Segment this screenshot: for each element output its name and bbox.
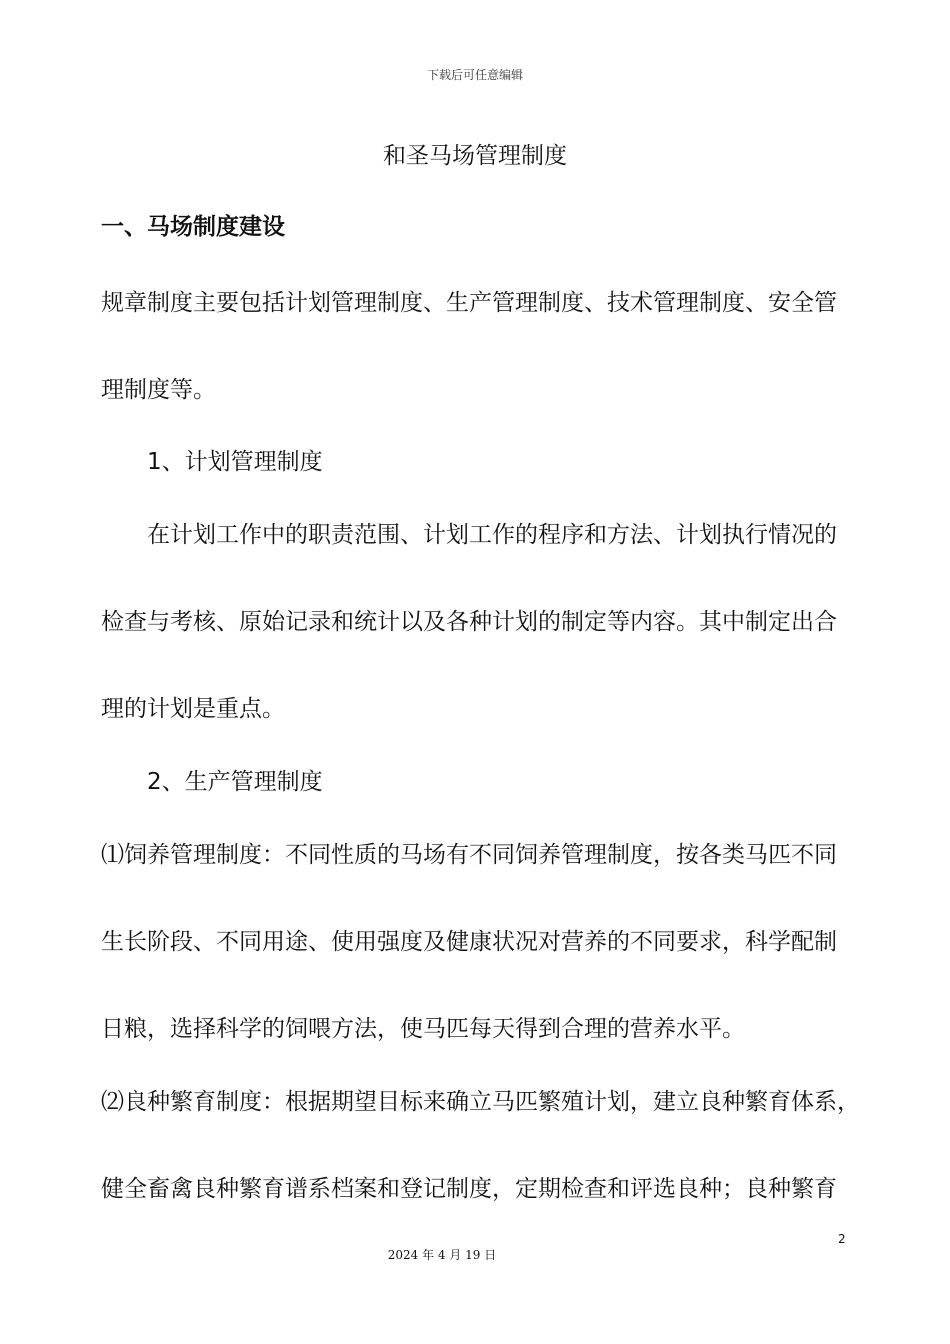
page-header: 下载后可任意编辑 [426,68,523,82]
paragraph-line: 生长阶段、不同用途、使用强度及健康状况对营养的不同要求，科学配制 [101,929,837,955]
page-number: 2 [838,1232,846,1246]
paragraph-line: ⑵良种繁育制度：根据期望目标来确立马匹繁殖计划，建立良种繁育体系， [101,1089,860,1115]
paragraph-line: 日粮，选择科学的饲喂方法，使马匹每天得到合理的营养水平。 [101,1016,745,1042]
document-title: 和圣马场管理制度 [383,143,567,169]
paragraph-line: 健全畜禽良种繁育谱系档案和登记制度，定期检查和评选良种；良种繁育 [101,1176,837,1202]
paragraph-line: 检查与考核、原始记录和统计以及各种计划的制定等内容。其中制定出合 [101,609,837,635]
subsection-heading: 2、生产管理制度 [147,769,323,795]
footer-date: 2024 年 4 月 19 日 [387,1248,497,1262]
paragraph-line: 在计划工作中的职责范围、计划工作的程序和方法、计划执行情况的 [147,522,837,548]
subsection-heading: 1、计划管理制度 [147,449,323,475]
paragraph-line: 理制度等。 [101,377,216,403]
paragraph-line: 理的计划是重点。 [101,696,285,722]
paragraph-line: ⑴饲养管理制度：不同性质的马场有不同饲养管理制度，按各类马匹不同 [101,842,837,868]
paragraph-line: 规章制度主要包括计划管理制度、生产管理制度、技术管理制度、安全管 [101,290,837,316]
section-heading: 一、马场制度建设 [101,214,285,240]
